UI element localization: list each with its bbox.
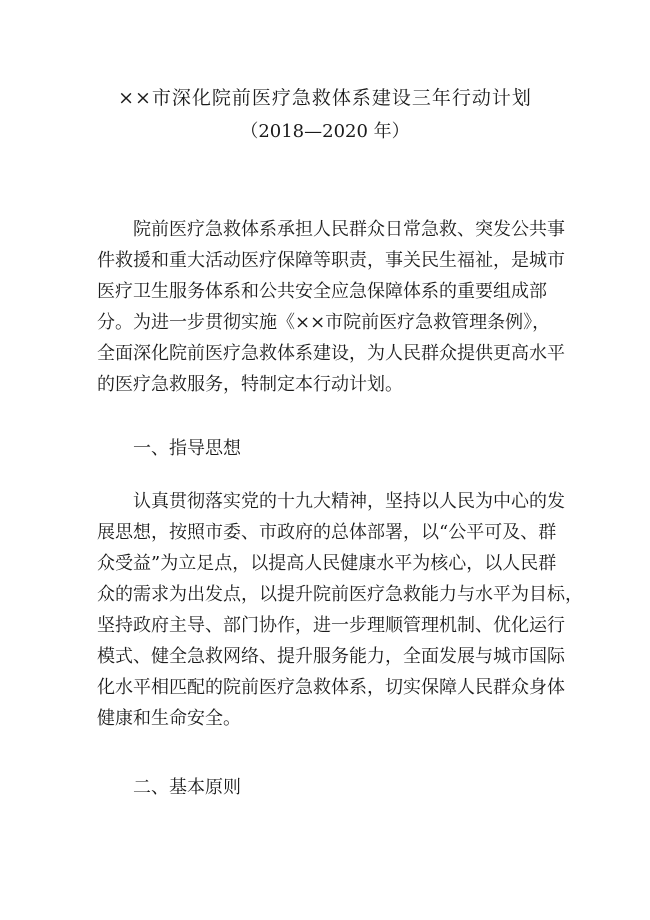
paragraph-line: 医疗卫生服务体系和公共安全应急保障体系的重要组成部: [97, 281, 547, 302]
paragraph-line: 化水平相匹配的院前医疗急救体系，切实保障人民群众身体: [97, 677, 565, 698]
paragraph-line: 众受益”为立足点，以提高人民健康水平为核心，以人民群: [97, 553, 557, 574]
paragraph-line: 件救援和重大活动医疗保障等职责，事关民生福祉，是城市: [97, 250, 565, 271]
paragraph-line: 模式、健全急救网络、提升服务能力，全面发展与城市国际: [97, 646, 565, 667]
paragraph-line: 全面深化院前医疗急救体系建设，为人民群众提供更高水平: [97, 343, 565, 364]
paragraph-line: 认真贯彻落实党的十九大精神，坚持以人民为中心的发: [133, 491, 565, 512]
document-title: ××市深化院前医疗急救体系建设三年行动计划: [118, 87, 532, 109]
paragraph-line: 分。为进一步贯彻实施《××市院前医疗急救管理条例》，: [97, 312, 551, 333]
paragraph-line: 众的需求为出发点，以提升院前医疗急救能力与水平为目标，: [97, 584, 583, 605]
paragraph-guiding-ideology: [97, 486, 583, 734]
section-heading-guiding-ideology: 一、指导思想: [133, 438, 241, 459]
paragraph-line: 展思想，按照市委、市政府的总体部署，以“公平可及、群: [97, 522, 557, 543]
section-heading-basic-principles: 二、基本原则: [133, 777, 241, 798]
paragraph-introduction: [97, 214, 565, 400]
paragraph-line: 的医疗急救服务，特制定本行动计划。: [97, 374, 403, 395]
paragraph-line: 坚持政府主导、部门协作，进一步理顺管理机制、优化运行: [97, 615, 565, 636]
paragraph-line: 院前医疗急救体系承担人民群众日常急救、突发公共事: [133, 219, 565, 240]
paragraph-line: 健康和生命安全。: [97, 708, 241, 729]
document-subtitle: （2018—2020 年）: [240, 121, 410, 142]
